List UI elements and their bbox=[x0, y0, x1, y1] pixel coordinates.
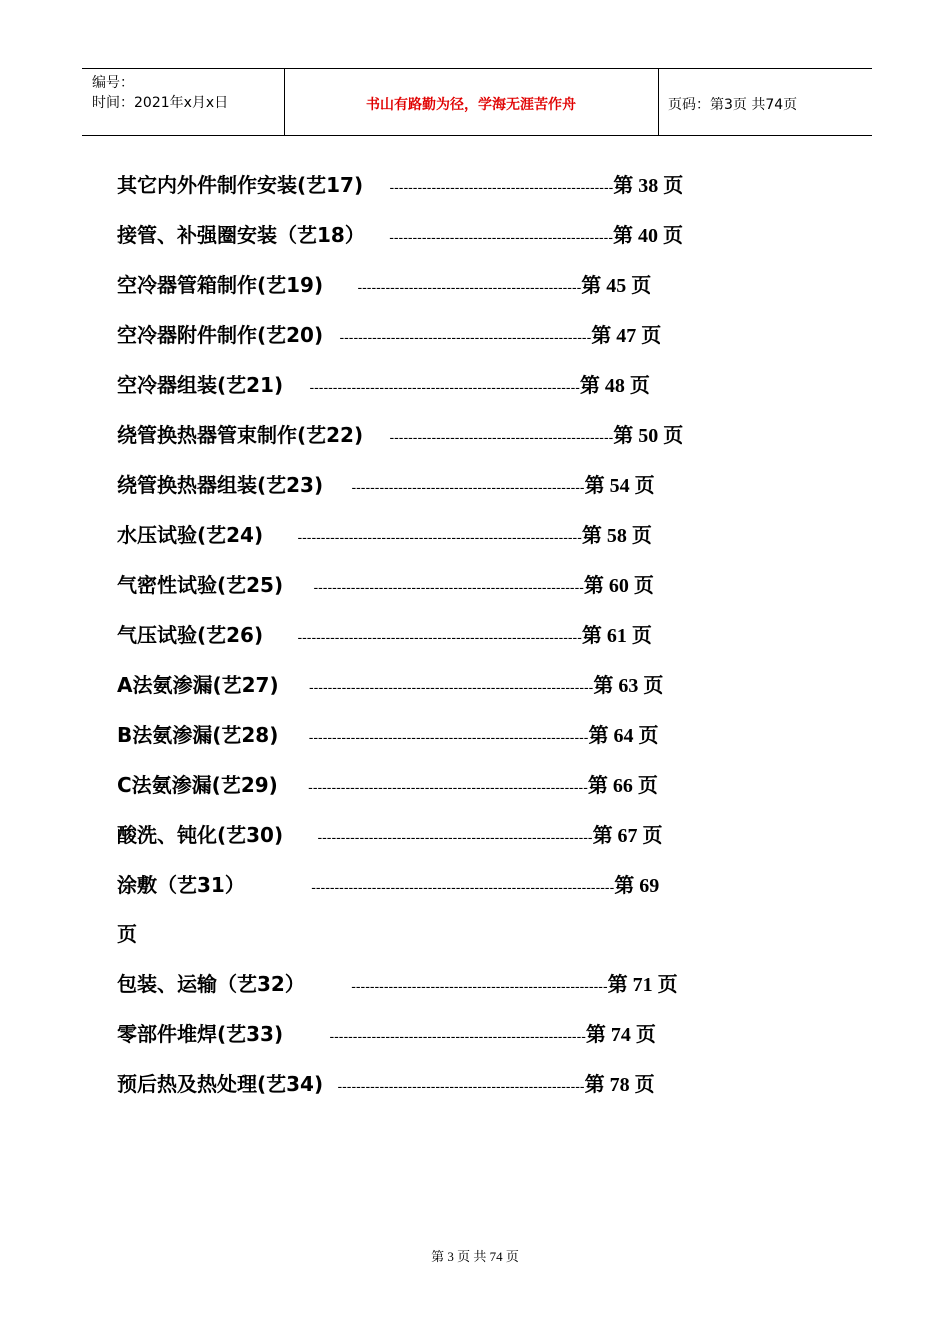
toc-entry-page-wrap: 页 bbox=[117, 924, 137, 946]
document-header bbox=[82, 68, 872, 136]
toc-entry[interactable] bbox=[117, 268, 651, 302]
toc-entry-title: 包装、运输（艺32） bbox=[117, 972, 305, 996]
toc-entry-leader: ------------------------------------------------------- bbox=[329, 1028, 586, 1044]
toc-entry-page: 第 40 页 bbox=[612, 225, 683, 247]
header-number-label: 编号： bbox=[92, 75, 134, 91]
header-motto: 书山有路勤为径，学海无涯苦作舟 bbox=[366, 97, 576, 113]
toc-entry-title: 空冷器附件制作(艺20) bbox=[117, 323, 324, 347]
toc-entry-page: 第 38 页 bbox=[613, 175, 684, 197]
toc-entry[interactable] bbox=[117, 368, 650, 402]
toc-entry-leader: ------------------------------------------------------ bbox=[339, 329, 592, 345]
toc-entry-title: 预后热及热处理(艺34) bbox=[117, 1072, 324, 1096]
toc-entry-page: 第 61 页 bbox=[581, 625, 652, 647]
toc-entry[interactable] bbox=[117, 518, 652, 552]
toc-entry-title: 空冷器组装(艺21) bbox=[117, 373, 284, 397]
toc-entry[interactable] bbox=[117, 418, 683, 452]
toc-entry-title: 绕管换热器管束制作(艺22) bbox=[117, 423, 364, 447]
toc-entry-leader: ---------------------------------------------------------- bbox=[309, 379, 580, 395]
toc-entry-page: 第 60 页 bbox=[583, 575, 654, 597]
toc-entry-page: 第 64 页 bbox=[588, 725, 659, 747]
toc-entry-leader: ------------------------------------------------------------ bbox=[308, 779, 588, 795]
toc-entry-page: 第 69 bbox=[614, 875, 660, 897]
toc-entry[interactable] bbox=[117, 818, 663, 852]
toc-entry[interactable] bbox=[117, 1067, 655, 1101]
toc-entry-title: 零部件堆焊(艺33) bbox=[117, 1022, 284, 1046]
toc-entry-leader: ------------------------------------------------------- bbox=[351, 978, 608, 994]
toc-entry-title: 气密性试验(艺25) bbox=[117, 573, 284, 597]
toc-entry-title: 水压试验(艺24) bbox=[117, 523, 264, 547]
toc-entry-leader: ------------------------------------------------------------- bbox=[297, 629, 582, 645]
header-page-info: 页码：第3页 共74页 bbox=[668, 97, 798, 113]
toc-entry-page: 第 48 页 bbox=[579, 375, 650, 397]
toc-entry-leader: ------------------------------------------------------------- bbox=[308, 679, 594, 695]
toc-entry[interactable] bbox=[117, 868, 659, 902]
toc-entry-title: 接管、补强圈安装（艺18） bbox=[117, 223, 365, 247]
toc-entry[interactable] bbox=[117, 1017, 656, 1051]
toc-entry[interactable] bbox=[117, 318, 661, 352]
toc-entry-page: 第 78 页 bbox=[584, 1074, 655, 1096]
toc-entry-page: 第 66 页 bbox=[587, 775, 658, 797]
toc-entry-leader: ------------------------------------------------------------- bbox=[297, 529, 582, 545]
toc-entry-leader: ------------------------------------------------ bbox=[389, 229, 613, 245]
toc-entry[interactable] bbox=[117, 718, 658, 752]
toc-entry-leader: -------------------------------------------------- bbox=[351, 479, 585, 495]
toc-entry[interactable] bbox=[117, 768, 658, 802]
toc-entry[interactable] bbox=[117, 218, 683, 252]
toc-entry[interactable] bbox=[117, 668, 663, 702]
toc-entry-title: 空冷器管箱制作(艺19) bbox=[117, 273, 324, 297]
toc-entry-page: 第 63 页 bbox=[593, 675, 664, 697]
toc-entry-leader: ------------------------------------------------ bbox=[389, 429, 614, 445]
toc-entry-page: 第 47 页 bbox=[591, 325, 662, 347]
toc-entry-page: 第 54 页 bbox=[584, 475, 655, 497]
toc-entry[interactable] bbox=[117, 967, 678, 1001]
toc-entry-title: 气压试验(艺26) bbox=[117, 623, 264, 647]
toc-entry-leader: ------------------------------------------------ bbox=[389, 179, 614, 195]
header-meta-cell bbox=[82, 69, 284, 135]
toc-entry-title: 其它内外件制作安装(艺17) bbox=[117, 173, 364, 197]
toc-entry[interactable] bbox=[117, 618, 652, 652]
toc-entry-leader: ----------------------------------------------------- bbox=[337, 1078, 585, 1094]
toc-entry-leader: ---------------------------------------------------------- bbox=[313, 579, 584, 595]
toc-entry-title: 绕管换热器组装(艺23) bbox=[117, 473, 324, 497]
toc-entry-title: 酸洗、钝化(艺30) bbox=[117, 823, 284, 847]
toc-entry-leader: ------------------------------------------------------------ bbox=[308, 729, 589, 745]
toc-entry[interactable] bbox=[117, 468, 655, 502]
toc-entry-page: 第 50 页 bbox=[613, 425, 684, 447]
toc-entry-page: 第 45 页 bbox=[581, 275, 652, 297]
toc-entry-title: 涂敷（艺31） bbox=[117, 873, 245, 897]
toc-entry-leader: ------------------------------------------------ bbox=[357, 279, 582, 295]
toc-entry-page: 第 67 页 bbox=[592, 825, 663, 847]
toc-entry-leader: ----------------------------------------------------------- bbox=[317, 829, 593, 845]
header-time-label: 时间：2021年x月x日 bbox=[92, 95, 229, 111]
toc-entry-page: 第 74 页 bbox=[585, 1024, 656, 1046]
page-footer: 第 3 页 共 74 页 bbox=[431, 1249, 519, 1264]
toc-entry-page: 第 71 页 bbox=[607, 974, 678, 996]
toc-entry-title: B法氨渗漏(艺28) bbox=[117, 723, 279, 747]
toc-entry-title: A法氨渗漏(艺27) bbox=[117, 673, 279, 697]
toc-entry-title: C法氨渗漏(艺29) bbox=[117, 773, 278, 797]
toc-entry-leader: ----------------------------------------------------------------- bbox=[311, 879, 615, 895]
toc-entry[interactable] bbox=[117, 568, 654, 602]
toc-entry[interactable] bbox=[117, 168, 683, 202]
toc-entry-page: 第 58 页 bbox=[581, 525, 652, 547]
